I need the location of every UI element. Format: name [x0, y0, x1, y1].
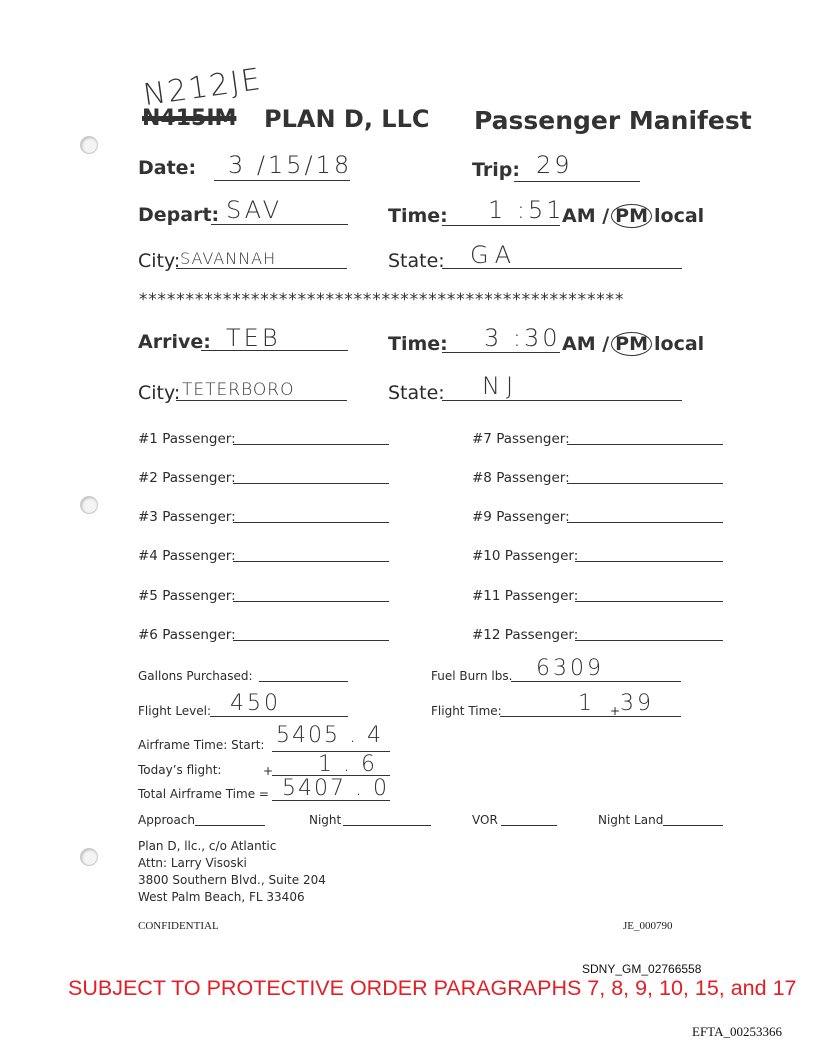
- arrive-time-label: Time:: [388, 333, 448, 355]
- airframe-start-label: Airframe Time: Start:: [138, 738, 265, 752]
- tail-number-struck: N415IM: [142, 106, 237, 131]
- passenger-label-3: #3 Passenger:: [138, 509, 236, 525]
- address-line-2: Attn: Larry Visoski: [138, 856, 247, 870]
- je-bates-number: JE_000790: [623, 920, 673, 932]
- depart-time-value: 1 :51: [488, 196, 565, 224]
- flight-level-label: Flight Level:: [138, 704, 212, 718]
- depart-local: local: [654, 205, 705, 227]
- passenger-line-12: [575, 640, 723, 641]
- binder-hole-top: [80, 136, 98, 154]
- depart-line: [211, 224, 348, 225]
- passenger-line-6: [233, 640, 389, 641]
- arrive-state-label: State:: [388, 382, 445, 404]
- fuel-burn-line: [511, 681, 681, 682]
- depart-time-label: Time:: [388, 205, 448, 227]
- arrive-city-value: TETERBORO: [182, 380, 295, 400]
- depart-city-line: [176, 268, 347, 269]
- night-land-label: Night Land: [598, 813, 664, 827]
- passenger-label-2: #2 Passenger:: [138, 470, 236, 486]
- passenger-line-4: [233, 561, 389, 562]
- flight-time-line: [500, 716, 681, 717]
- tail-number-handwritten: N212JE: [141, 61, 265, 114]
- passenger-line-7: [567, 444, 723, 445]
- arrive-state-value: NJ: [482, 372, 520, 400]
- total-airframe-label: Total Airframe Time =: [138, 787, 269, 801]
- address-block: [138, 838, 326, 906]
- night-line: [343, 825, 431, 826]
- protective-order-stamp: SUBJECT TO PROTECTIVE ORDER PARAGRAPHS 7, 8, 9, 10, 15, and 17: [68, 976, 797, 1000]
- arrive-value: TEB: [226, 324, 281, 352]
- passenger-line-10: [575, 561, 723, 562]
- trip-label: Trip:: [472, 159, 520, 181]
- arrive-pm-circled: PM: [611, 332, 652, 356]
- passenger-line-8: [567, 483, 723, 484]
- todays-flight-value: 1 . 6: [318, 752, 377, 777]
- depart-ampm: [562, 205, 704, 227]
- depart-city-value: SAVANNAH: [180, 249, 277, 268]
- arrive-state-line: [442, 400, 682, 401]
- date-label: Date:: [138, 157, 197, 179]
- binder-hole-bottom: [80, 848, 98, 866]
- date-value: 3 /15/18: [228, 151, 353, 179]
- airframe-start-value: 5405 . 4: [276, 723, 383, 748]
- efta-number: EFTA_00253366: [692, 1024, 782, 1039]
- passenger-label-9: #9 Passenger:: [472, 509, 570, 525]
- flight-time-hours: 1: [578, 691, 595, 716]
- page-title: Passenger Manifest: [474, 106, 752, 135]
- date-line: [214, 180, 350, 181]
- passenger-line-5: [233, 601, 389, 602]
- approach-label: Approach: [138, 813, 196, 827]
- gallons-label: Gallons Purchased:: [138, 669, 253, 683]
- todays-flight-label: Today’s flight:: [138, 763, 222, 777]
- arrive-label: Arrive:: [138, 331, 211, 353]
- passenger-label-12: #12 Passenger:: [472, 627, 579, 643]
- arrive-ampm: [562, 333, 704, 355]
- passenger-line-1: [233, 444, 389, 445]
- depart-state-value: GA: [470, 241, 518, 269]
- sdny-bates-number: SDNY_GM_02766558: [582, 962, 702, 976]
- arrive-time-line: [442, 352, 560, 353]
- passenger-label-10: #10 Passenger:: [472, 548, 579, 564]
- trip-line: [514, 181, 640, 182]
- todays-flight-plus: +: [263, 764, 274, 778]
- vor-label: VOR: [472, 813, 498, 827]
- depart-time-line: [442, 225, 560, 226]
- passenger-label-11: #11 Passenger:: [472, 588, 579, 604]
- passenger-label-8: #8 Passenger:: [472, 470, 570, 486]
- address-line-1: Plan D, llc., c/o Atlantic: [138, 839, 277, 853]
- company-name: PLAN D, LLC: [264, 105, 430, 133]
- depart-city-label: City:: [138, 250, 181, 272]
- arrive-am: AM /: [562, 333, 610, 355]
- passenger-line-11: [575, 601, 723, 602]
- passenger-label-7: #7 Passenger:: [472, 431, 570, 447]
- depart-value: SAV: [226, 196, 282, 224]
- depart-label: Depart:: [138, 204, 220, 226]
- trip-value: 29: [536, 151, 573, 179]
- flight-time-label: Flight Time:: [431, 704, 502, 718]
- confidential-label: CONFIDENTIAL: [138, 920, 219, 932]
- flight-level-value: 450: [230, 691, 281, 716]
- depart-state-label: State:: [388, 250, 445, 272]
- night-label: Night: [309, 813, 342, 827]
- arrive-time-value: 3 :30: [484, 324, 561, 352]
- passenger-label-4: #4 Passenger:: [138, 548, 236, 564]
- passenger-line-3: [233, 522, 389, 523]
- address-line-4: West Palm Beach, FL 33406: [138, 890, 305, 904]
- fuel-burn-value: 6309: [536, 656, 604, 681]
- arrive-city-label: City:: [138, 382, 181, 404]
- flight-time-plus: +: [610, 704, 621, 718]
- depart-pm-circled: PM: [611, 204, 652, 228]
- binder-hole-middle: [80, 496, 98, 514]
- passenger-line-9: [567, 522, 723, 523]
- approach-line: [195, 825, 265, 826]
- total-airframe-value: 5407 . 0: [282, 776, 389, 801]
- depart-am: AM /: [562, 205, 610, 227]
- passenger-label-5: #5 Passenger:: [138, 588, 236, 604]
- separator-asterisks: ****************************************************: [138, 290, 624, 310]
- address-line-3: 3800 Southern Blvd., Suite 204: [138, 873, 326, 887]
- arrive-city-line: [176, 400, 347, 401]
- night-land-line: [663, 825, 723, 826]
- fuel-burn-label: Fuel Burn lbs.: [431, 669, 513, 683]
- gallons-line: [259, 681, 348, 682]
- vor-line: [501, 825, 557, 826]
- flight-level-line: [210, 716, 348, 717]
- passenger-label-6: #6 Passenger:: [138, 627, 236, 643]
- passenger-line-2: [233, 483, 389, 484]
- flight-time-minutes: 39: [620, 691, 654, 716]
- arrive-local: local: [654, 333, 705, 355]
- passenger-label-1: #1 Passenger:: [138, 431, 236, 447]
